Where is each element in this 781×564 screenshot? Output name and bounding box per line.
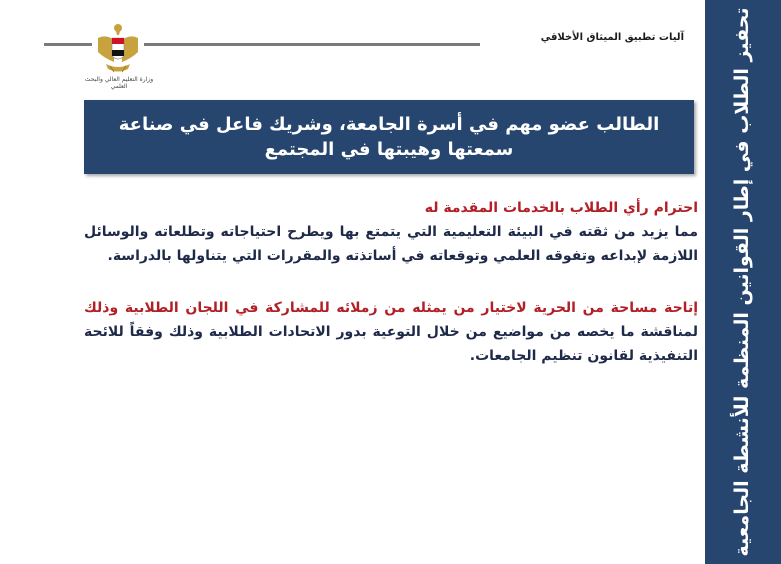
paragraph-rest: لمناقشة ما يخصه من مواضيع من خلال التوعية بدور الاتحادات الطلابية وذلك وفقاً للائحة التنفيذية لقانون تنظيم الجامعات. xyxy=(84,324,698,364)
main-content xyxy=(84,196,698,368)
section-heading: احترام رأي الطلاب بالخدمات المقدمة له xyxy=(424,200,698,216)
header-title: آليات تطبيق الميثاق الأخلاقي xyxy=(480,32,684,48)
paragraph-body-2 xyxy=(84,296,698,368)
paragraph-lead: إتاحة مساحة من الحرية لاختيار من يمثله من زملائه للمشاركة في اللجان الطلابية وذلك xyxy=(84,300,698,316)
headline-banner xyxy=(84,100,694,174)
sidebar-title: تحفيز الطلاب في إطار القوانين المنظمة للأنشطة الجامعية xyxy=(731,7,753,557)
emblem-caption: وزارة التعليم العالي والبحث العلمي xyxy=(84,76,154,90)
spacer xyxy=(84,268,698,296)
banner-text: الطالب عضو مهم في أسرة الجامعة، وشريك فاعل في صناعة سمعتها وهيبتها في المجتمع xyxy=(118,114,660,160)
paragraph-body: مما يزيد من ثقته في البيئة التعليمية التي يتمتع بها ويطرح احتياجاته وتطلعاته والوسائل اللازمة لإبداعه وتفوقه العلمي وتوقعاته في أساتذته والمقررات التي يتناولها بالدراسة. xyxy=(84,224,698,264)
